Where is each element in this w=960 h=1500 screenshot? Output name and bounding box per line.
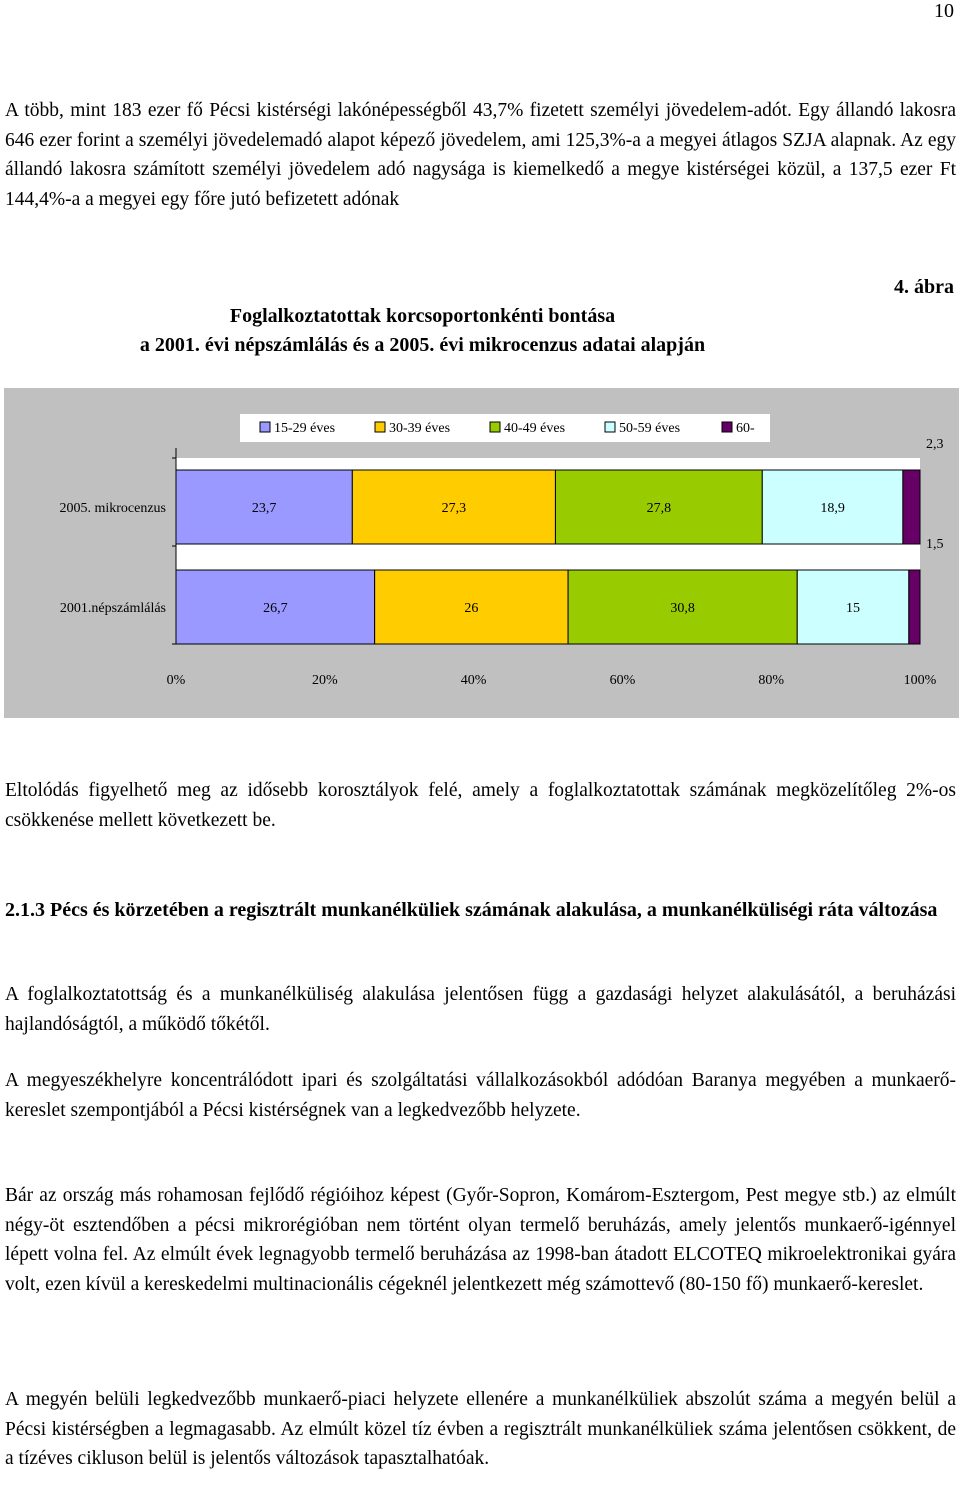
category-label: 2001.népszámlálás [59, 601, 166, 616]
data-label: 2,3 [926, 437, 944, 452]
regions-paragraph: Bár az ország más rohamosan fejlődő régióihoz képest (Győr-Sopron, Komárom-Esztergom, Pest megye stb.) az elmúlt négy-öt esztendőben a pécsi mikrorégióban nem történt olyan termelő beruházás, amely jelentős munkaerő-igénnyel lépett volna fel. Az elmúlt évek legnagyobb termelő beruházása az 1998-ban átadott ELCOTEQ mikroelektronikai gyára volt, ezen kívül a kereskedelmi multinacionális cégeknél jelentkezett még számottevő (80-150 fő) munkaerő-kereslet. [5, 1185, 956, 1295]
category-label: 2005. mikrocenzus [59, 501, 166, 516]
data-label: 15 [846, 601, 861, 616]
intro-paragraph: A több, mint 183 ezer fő Pécsi kistérségi lakónépességből 43,7% fizetett személyi jövedelem-adót. Egy állandó lakosra 646 ezer forint a személyi jövedelemadó alapot képező jövedelem, ami 125,3%-a a megyei átlagos SZJA alapnak. Az egy állandó lakosra számított személyi jövedelem adó nagysága is kiemelkedő a megye kistérségei közül, a 137,5 ezer Ft 144,4%-a a megyei egy főre jutó befizetett adónak [5, 100, 956, 210]
data-label: 30,8 [670, 601, 695, 616]
chart-title [0, 302, 845, 360]
legend-swatch [605, 422, 615, 432]
bar-segment [903, 470, 920, 544]
x-tick-label: 100% [903, 673, 937, 688]
data-label: 27,3 [441, 501, 467, 516]
x-tick-label: 0% [166, 673, 186, 688]
legend-label: 50-59 éves [619, 421, 681, 436]
chart-title-line-1: Foglalkoztatottak korcsoportonkénti bontása [229, 305, 616, 327]
legend-swatch [375, 422, 385, 432]
x-tick-label: 80% [758, 673, 785, 688]
legend-swatch [722, 422, 732, 432]
page-number: 10 [934, 0, 954, 22]
data-label: 26 [464, 601, 479, 616]
x-tick-label: 60% [609, 673, 636, 688]
x-tick-label: 40% [460, 673, 487, 688]
chart-svg [4, 388, 959, 718]
data-label: 23,7 [251, 501, 277, 516]
county-paragraph: A megyeszékhelyre koncentrálódott ipari és szolgáltatási vállalkozásokból adódóan Baranya megyében a munkaerő-kereslet szempontjából a Pécsi kistérségnek van a legkedvezőbb helyzete. [5, 1070, 956, 1121]
bar-segment [909, 570, 920, 644]
chart-title-line-2: a 2001. évi népszámlálás és a 2005. évi mikrocenzus adatai alapján [139, 334, 706, 356]
data-label: 18,9 [820, 501, 845, 516]
employment-paragraph: A foglalkoztatottság és a munkanélküliség alakulása jelentősen függ a gazdasági helyzet alakulásától, a beruházási hajlandóságtól, a működő tőkétől. [5, 984, 956, 1035]
section-heading: 2.1.3 Pécs és körzetében a regisztrált munkanélküliek számának alakulása, a munkanélküliségi ráta változása [5, 899, 938, 921]
shift-paragraph: Eltolódás figyelhető meg az idősebb korosztályok felé, amely a foglalkoztatottak számának megközelítőleg 2%-os csökkenése mellett következett be. [5, 780, 956, 831]
data-label: 27,8 [646, 501, 672, 516]
unemployed-paragraph: A megyén belüli legkedvezőbb munkaerő-piaci helyzete ellenére a munkanélküliek abszolút száma a megyén belül a Pécsi kistérségben a legmagasabb. Az elmúlt közel tíz évben a regisztrált munkanélküliek száma jelentősen csökkent, de a tízéves cikluson belül is jelentős változások tapasztalhatóak. [5, 1389, 956, 1469]
legend-swatch [260, 422, 270, 432]
x-tick-label: 20% [311, 673, 338, 688]
data-label: 26,7 [263, 601, 288, 616]
figure-label: 4. ábra [894, 276, 954, 298]
legend-label: 15-29 éves [274, 421, 336, 436]
data-label: 1,5 [926, 537, 944, 552]
legend-swatch [490, 422, 500, 432]
legend-label: 30-39 éves [389, 421, 451, 436]
legend-label: 40-49 éves [504, 421, 566, 436]
legend-label: 60- [736, 421, 755, 436]
stacked-bar-chart [4, 388, 959, 718]
